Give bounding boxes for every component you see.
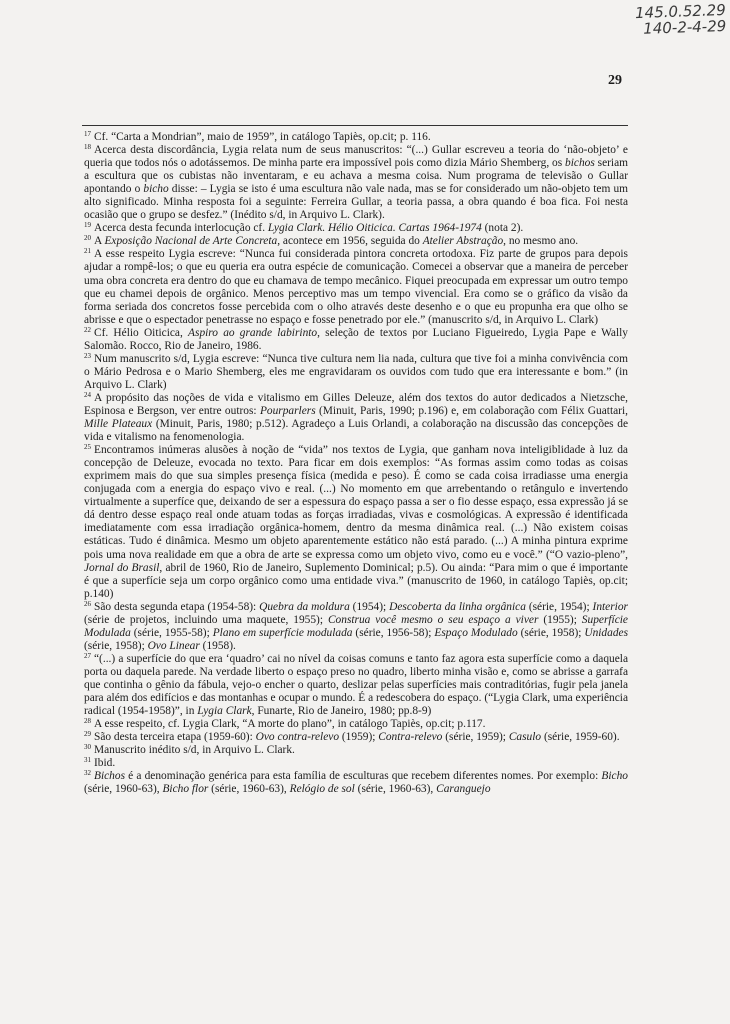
footnote-separator-rule [82,125,628,126]
footnote-text: Acerca desta fecunda interlocução cf. [94,222,268,235]
footnote [84,248,628,326]
footnote-italic-text: bichos [565,157,595,170]
footnote-text: Cf. “Carta a Mondrian”, maio de 1959”, in catálogo Tapiès, op.cit; p. 116. [94,131,431,143]
footnote-number: 20 [84,234,91,243]
footnote-number: 22 [84,325,91,334]
footnote-number: 32 [84,769,91,778]
footnote [84,744,628,757]
footnote-italic-text: Plano em superfície modulada [212,626,353,639]
footnote-italic-text: Construa você mesmo o seu espaço a viver [327,613,539,626]
page-number: 29 [608,73,622,88]
footnote-italic-text: Mille Plateaux [84,418,153,431]
footnotes-block [84,131,628,796]
footnote-italic-text: Superfície Modulada [84,613,628,639]
footnote-italic-text: Descoberta da linha orgânica [389,600,526,613]
footnote-italic-text: Atelier Abstração [422,235,504,248]
footnote [84,718,628,731]
footnote-text: (série, 1956-58); [352,626,435,639]
footnote-text: Cf. Hélio Oiticica, [94,326,189,339]
footnote-text: A esse respeito, cf. Lygia Clark, “A morte do plano”, in catálogo Tapiès, op.cit; p.117. [94,718,486,731]
footnote-number: 23 [84,351,91,360]
footnote-number: 27 [84,651,91,660]
footnote-text: (1958). [199,639,236,652]
footnote-text: São desta segunda etapa (1954-58): [94,600,260,613]
footnote [84,601,628,653]
footnote-text: Manuscrito inédito s/d, in Arquivo L. Clark. [94,744,295,757]
footnote [84,757,628,770]
footnote [84,770,628,796]
footnote-number: 25 [84,443,91,452]
footnote-italic-text: Pourparlers [259,404,316,417]
footnote-italic-text: Unidades [584,626,629,639]
footnote-number: 24 [84,390,91,399]
footnote-text: Acerca desta discordância, Lygia relata num de seus manuscritos: “(...) Gullar escreveu a teoria do ‘não-objeto’ e queria que todos nós o adotássemos. De minha parte era impossível pois como dizia Mário Shemberg, os [84,144,628,170]
footnote-italic-text: Bichos [94,770,126,783]
footnote-number: 21 [84,247,91,256]
footnote-text: , Funarte, Rio de Janeiro, 1980; pp.8-9) [251,705,432,718]
footnote-text: “(...) a superfície do que era ‘quadro’ cai no nível da coisas comuns e tanto faz agora esta superfície como a daquela porta ou daquela parede. Na verdade liberto o espaço preso no quadro, liberto minha visão e, como se abrisse a garrafa que continha o gênio da fábula, vejo-o encher o quarto, deslizar pelas superfícies mais contraditórias, fugir pela janela para além dos edifícios e das montanhas e ocupar o mundo. É a redescobera do espaço. (“Lygia Clark, uma experiência radical (1954-1958)”, in [84,652,628,718]
footnote-text: (1959); [339,731,379,744]
footnote-number: 29 [84,730,91,739]
footnote [84,392,628,444]
footnote-italic-text: Relógio de sol [289,783,355,796]
footnote-italic-text: Lygia Clark [197,705,252,718]
footnote-italic-text: Interior [592,600,628,613]
footnote [84,731,628,744]
footnote [84,444,628,601]
footnote-text: (nota 2). [481,222,524,235]
footnote-italic-text: Bicho flor [162,783,209,796]
footnote-number: 19 [84,221,91,230]
footnote-italic-text: Lygia Clark. Hélio Oiticica. Cartas 1964-1974 [267,222,482,235]
footnote-italic-text: bicho [143,183,169,196]
footnote-number: 26 [84,599,91,608]
footnote-text: , no mesmo ano. [503,235,579,248]
footnote-text: Encontramos inúmeras alusões à noção de “vida” nos textos de Lygia, que ganham nova inteligiblidade à luz da concepção de Deleuze, evocada no texto. Para ficar em dois exemplos: “As formas assim como todas as coisas exprimem mais do que sua simples presença física (medida e peso). É como se cada coisa irradiasse uma energia conjugada com a energia do espaço vivo e real. (...) No momento em que arrebentando o retângulo e invertendo virtualmente a superfíce que, deixando de ser a espessura do espaço passa a ser o fio desse espaço, essa expressão já se dá dentro desse espaço real onde atuam todas as forças irradiadas, vivas e cosmológicas. A expressão é identificada imediatamente com essa irradiação orgânica-homem, dentro da mesma dinâmica real. (...) Não existem coisas estáticas. Tudo é dinâmica. Mesmo um objeto aparentemente estático não está parado. (...) A minha pintura exprime pois uma nova realidade em que a obra de arte se expressa como um objeto vivo, como eu e você.” (“O vazio-pleno”, [84,444,628,561]
footnote-text: (série, 1959); [442,731,509,744]
footnote-text: Ibid. [94,757,116,770]
footnote-italic-text: Ovo contra-relevo [255,731,340,744]
footnote-text: disse: – Lygia se isto é uma escultura não vale nada, mas se for considerado um não-objeto tem um alto significado. Minha resposta foi a seguinte: Ferreira Gullar, a teoria passa, a obra quando é boa fica. Foi nesta ocasião que o grupo se desfez.” (Inédito s/d, in Arquivo L. Clark). [84,183,628,222]
footnote-italic-text: Jornal do Brasil [84,561,160,574]
footnote-text: (série, 1955-58); [130,626,213,639]
footnote-number: 28 [84,717,91,726]
footnote-italic-text: Casulo [508,731,542,744]
footnote-text: (série, 1958); [517,626,585,639]
footnote-italic-text: Exposição Nacional de Arte Concreta [104,235,278,248]
footnote-text: Num manuscrito s/d, Lygia escreve: “Nunca tive cultura nem lia nada, cultura que tive foi a minha convivência com o Mário Pedrosa e o Mario Shemberg, eles me engravidaram os ouvidos com tudo que era interessante e bom.” (in Arquivo L. Clark) [84,352,628,391]
footnote-text: é a denominação genérica para esta família de esculturas que recebem diferentes nomes. Por exemplo: [125,770,602,783]
footnote-text: (série, 1960-63), [354,783,437,796]
footnote-text: , seleção de textos por Luciano Figueiredo, Lygia Pape e Wally Salomão. Rocco, Rio de Janeiro, 1986. [84,326,628,352]
footnote [84,235,628,248]
footnote-number: 30 [84,743,91,752]
footnote-text: seriam a escultura que os cubistas não inventaram, e eu achava a mesma coisa. Num programa de televisão o Gullar apontando o [84,157,628,196]
footnote-italic-text: Aspiro ao grande labirinto [188,326,318,339]
footnote-italic-text: Quebra da moldura [259,600,350,613]
footnote-italic-text: Caranguejo [436,783,491,796]
footnote [84,653,628,718]
footnote-text: A [94,235,105,248]
footnote [84,353,628,392]
footnote-text: A esse respeito Lygia escreve: “Nunca fui considerada pintora concreta ortodoxa. Fiz parte de grupos para depois ajudar a rompê-los; o que eu queria era outra espécie de comunicação. Comecei a observar que a maneira de perceber uma obra concreta era dentro do que eu chamava de tempo mecânico. Fiquei preocupada em expressar um outro tempo que eu chamei depois de orgânico. Menos perceptivo mas um tempo vivencial. Era como se o gráfico da visão da forma seriada dos concretos fosse percebida com o olho através deste desenho e o que eu propunha era que olho se abrisse e que o espectador penetrasse no espaço e fosse penetrado por ele.” (manuscrito s/d, in Arquivo L. Clark) [84,248,628,326]
footnote-italic-text: Ovo Linear [147,639,200,652]
footnote-text: (série de projetos, incluindo uma maquete, 1955); [84,613,328,626]
footnote-text: (Minuit, Paris, 1990; p.196) e, em colaboração com Félix Guattari, [315,404,628,417]
footnote-text: (série, 1958); [84,639,148,652]
footnote-text: São desta terceira etapa (1959-60): [94,731,256,744]
footnote-number: 31 [84,756,91,765]
footnote [84,144,628,222]
handwritten-line-1: 145.0.52.29 [634,0,726,23]
footnote-text: (Minuit, Paris, 1980; p.512). Agradeço a Luis Orlandi, a colaboração na discussão das concepções de vida e vitalismo na fenomenologia. [84,418,629,444]
footnote-text: A propósito das noções de vida e vitalismo em Gilles Deleuze, além dos textos do autor dedicados a Nietzsche, Espinosa e Bergson, ver entre outros: [84,391,628,417]
footnote [84,327,628,353]
handwritten-annotation [605,2,726,38]
footnote-number: 18 [84,143,91,152]
handwritten-line-2: 140-2-4-29 [642,16,727,38]
footnote-text: , acontece em 1956, seguida do [277,235,423,248]
footnote-text: (série, 1960-63), [208,783,290,796]
footnote-text: (série, 1960-63), [84,783,163,796]
footnote-italic-text: Bicho [601,770,628,783]
footnote-text: (série, 1959-60). [541,731,620,744]
footnote-italic-text: Espaço Modulado [434,626,518,639]
footnote-text: , abril de 1960, Rio de Janeiro, Suplemento Dominical; p.5). Ou ainda: “Para mim o que é importante é que a superfície seja um corpo orgânico como uma entidade viva.” (manuscrito de 1960, in catálogo Tapiès, op.cit; p.140) [84,561,628,600]
footnote [84,222,628,235]
footnote-italic-text: Contra-relevo [378,731,443,744]
footnote-text: (1955); [538,613,582,626]
footnote-text: (série, 1954); [525,600,593,613]
footnote-text: (1954); [349,600,390,613]
footnote-number: 17 [84,130,91,138]
footnote [84,131,628,144]
